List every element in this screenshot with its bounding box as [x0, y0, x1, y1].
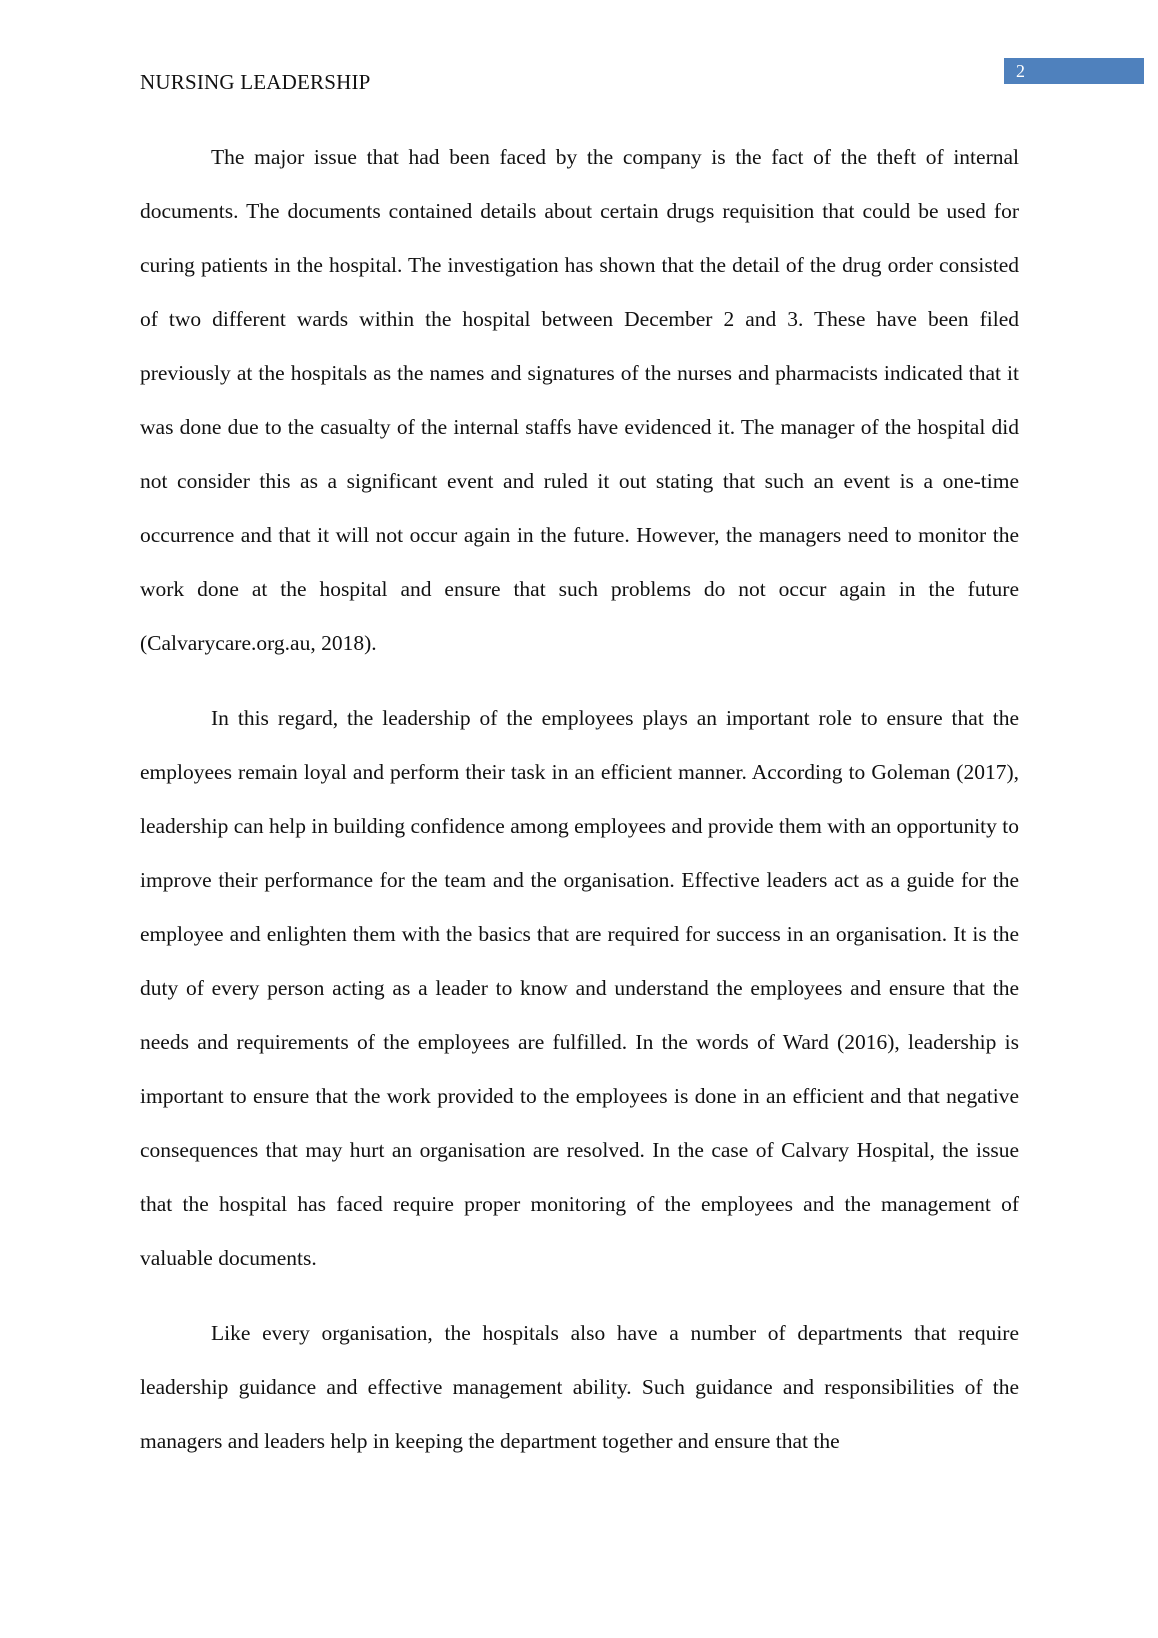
paragraph-3: Like every organisation, the hospitals also have a number of departments that require leadership guidance and effective management ability. Such guidance and responsibilities of the managers and leaders help in keeping the department together and ensure that the	[140, 1321, 1019, 1453]
page-number: 2	[1016, 61, 1025, 81]
page-number-badge	[1004, 58, 1144, 84]
document-body	[140, 130, 1019, 1489]
paragraph-2: In this regard, the leadership of the employees plays an important role to ensure that the employees remain loyal and perform their task in an efficient manner. According to Goleman (2017), leadership can help in building confidence among employees and provide them with an opportunity to improve their performance for the team and the organisation. Effective leaders act as a guide for the employee and enlighten them with the basics that are required for success in an organisation. It is the duty of every person acting as a leader to know and understand the employees and ensure that the needs and requirements of the employees are fulfilled. In the words of Ward (2016), leadership is important to ensure that the work provided to the employees is done in an efficient and that negative consequences that may hurt an organisation are resolved. In the case of Calvary Hospital, the issue that the hospital has faced require proper monitoring of the employees and the management of valuable documents.	[140, 706, 1019, 1270]
running-head: NURSING LEADERSHIP	[140, 70, 371, 94]
paragraph-1: The major issue that had been faced by the company is the fact of the theft of internal documents. The documents contained details about certain drugs requisition that could be used for curing patients in the hospital. The investigation has shown that the detail of the drug order consisted of two different wards within the hospital between December 2 and 3. These have been filed previously at the hospitals as the names and signatures of the nurses and pharmacists indicated that it was done due to the casualty of the internal staffs have evidenced it. The manager of the hospital did not consider this as a significant event and ruled it out stating that such an event is a one-time occurrence and that it will not occur again in the future. However, the managers need to monitor the work done at the hospital and ensure that such problems do not occur again in the future (Calvarycare.org.au, 2018).	[140, 145, 1019, 655]
